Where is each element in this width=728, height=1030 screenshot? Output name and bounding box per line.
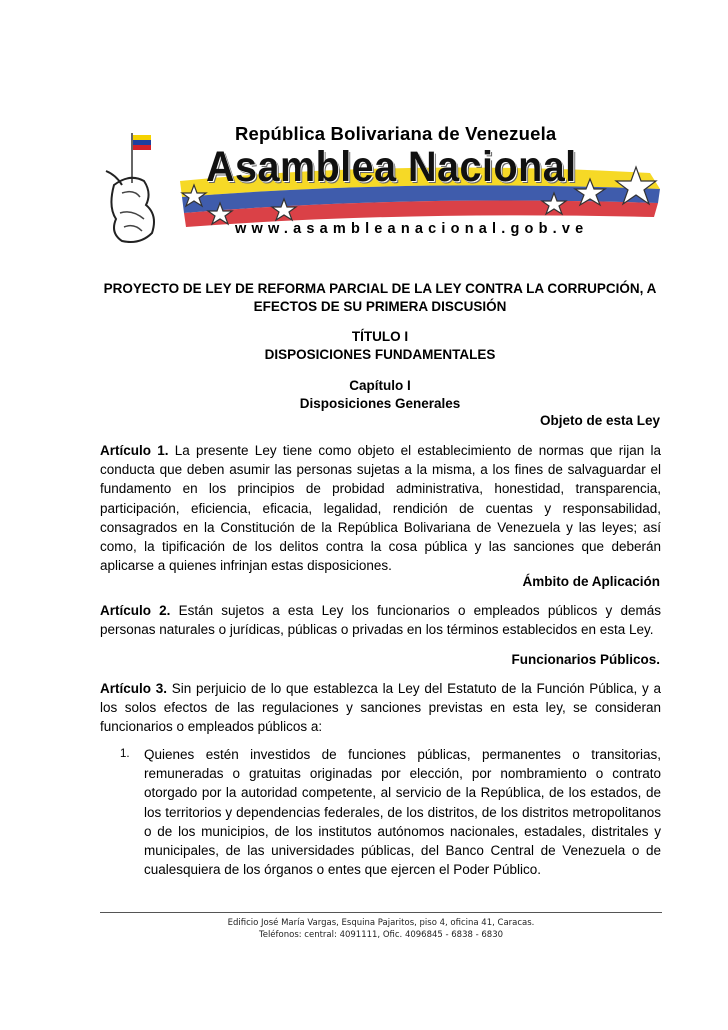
titulo-name: DISPOSICIONES FUNDAMENTALES [264,347,496,362]
titulo-number: TÍTULO I [351,329,409,344]
letterhead-assembly: Asamblea Nacional [206,143,577,191]
list-item-number: 1. [120,748,130,760]
article-1 [100,441,661,575]
article-2-text: Están sujetos a esta Ley los funcionarios o empleados públicos y demás personas naturales o jurídicas, públicas o privadas en los términos establecidos en esta Ley. [100,603,661,638]
footer-divider [100,912,662,913]
article-1-heading: Objeto de esta Ley [539,413,660,428]
article-2 [100,601,661,639]
footer-phones: Teléfonos: central: 4091111, Ofic. 4096845 - 6838 - 6830 [258,930,504,940]
letterhead-republic: República Bolivariana de Venezuela [235,123,557,144]
capitulo-name: Disposiciones Generales [299,396,461,411]
article-3-label: Artículo 3. [100,681,168,696]
article-1-label: Artículo 1. [100,443,169,458]
article-1-text: La presente Ley tiene como objeto el establecimiento de normas que rijan la conducta que deben asumir las personas sujetas a la misma, a los fines de salvaguardar el fundamento en los principios de probidad administrativa, honestidad, transparencia, participación, eficiencia, eficacia, legalidad, rendición de cuentas y responsabilidad, consagrados en la Constitución de la República Bolivariana de Venezuela y las leyes; así como, la tipificación de los delitos contra la cosa pública y las sanciones que deberán aplicarse a quienes infrinjan estas disposiciones. [100,443,662,574]
footer-address: Edificio José María Vargas, Esquina Pajaritos, piso 4, oficina 41, Caracas. [227,918,535,928]
article-2-heading: Ámbito de Aplicación [522,574,660,589]
letterhead-url: www.asambleanacional.gob.ve [235,221,589,237]
document-title-line1: PROYECTO DE LEY DE REFORMA PARCIAL DE LA LEY CONTRA LA CORRUPCIÓN, A [103,281,657,296]
article-3-text: Sin perjuicio de lo que establezca la Ley del Estatuto de la Función Pública, y a los solos efectos de las regulaciones y sanciones previstas en esta ley, se consideran funcionarios o empleados públicos a: [100,681,662,735]
article-3-heading: Funcionarios Públicos. [511,652,660,667]
capitulo-number: Capítulo I [349,378,411,393]
letterhead [100,105,670,255]
list-item-text: Quienes estén investidos de funciones públicas, permanentes o transitorias, remuneradas o gratuitas originadas por elección, por nombramiento o contrato otorgado por la autoridad competente, al servicio de la República, de los estados, de los territorios y dependencias federales, de los distritos, de los distritos metropolitanos o de los municipios, de los institutos autónomos nacionales, estadales, distritales y municipales, de las universidades públicas, del Banco Central de Venezuela o de cualesquiera de los órganos o entes que ejercen el Poder Público. [144,747,661,878]
document-title-line2: EFECTOS DE SU PRIMERA DISCUSIÓN [253,299,507,314]
article-3 [100,679,661,737]
article-2-label: Artículo 2. [100,603,171,618]
list-item [120,745,661,879]
